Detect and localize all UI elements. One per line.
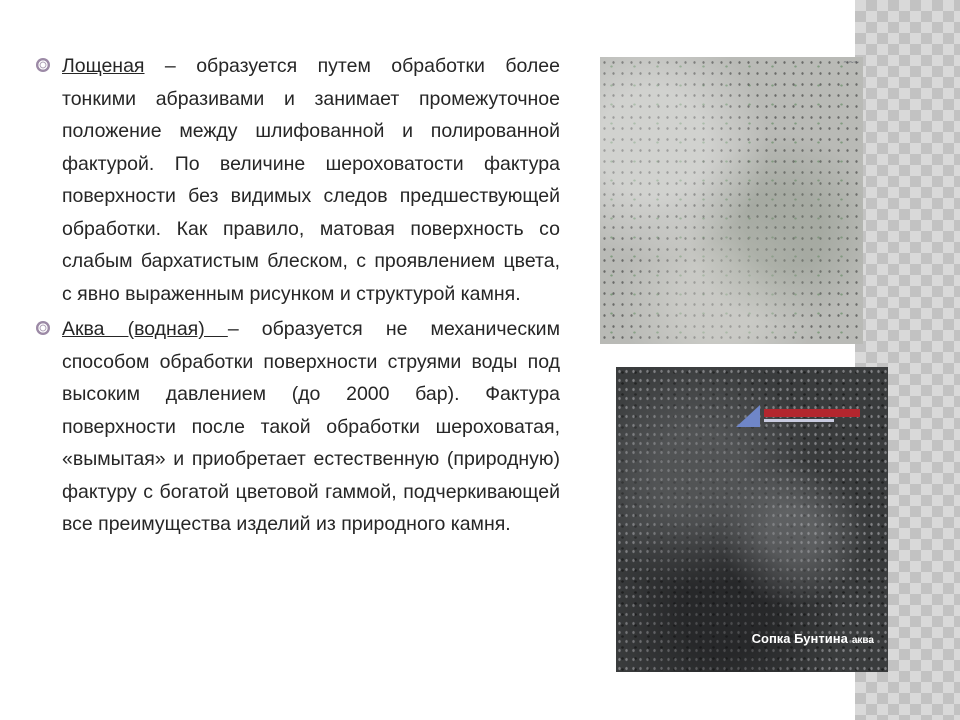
company-logo-icon (736, 405, 866, 429)
photo-watermark: ~~~ (843, 57, 859, 67)
granite-dark-photo (616, 367, 888, 672)
text-content (36, 50, 560, 544)
bullet-item-aqua (36, 313, 560, 541)
bullet-icon (36, 58, 50, 72)
granite-light-photo (600, 57, 863, 344)
caption-finish: аква (851, 635, 874, 646)
term-akva: Аква (водная) (62, 318, 228, 340)
photo-caption (752, 631, 874, 646)
description-loshchenaya: – образуется путем обработки более тонкими абразивами и занимает промежуточное положение между шлифованной и полированной фактурой. По величине шероховатости фактура поверхности без видимых следов предшествующей обработки. Как правило, матовая поверхность со слабым бархатистым блеском, с проявлением цвета, с явно выраженным рисунком и структурой камня. (62, 55, 560, 305)
term-loshchenaya: Лощеная (62, 55, 145, 77)
description-akva: – образуется не механическим способом обработки поверхности струями воды под высоким давлением (до 2000 бар). Фактура поверхности после такой обработки шероховатая, «вымытая» и приобретает естественную (природную) фактуру с богатой цветовой гаммой, подчеркивающей все преимущества изделий из природного камня. (62, 318, 560, 535)
bullet-icon (36, 321, 50, 335)
caption-stone-name: Сопка Бунтина (751, 631, 848, 646)
bullet-item-polished (36, 50, 560, 310)
